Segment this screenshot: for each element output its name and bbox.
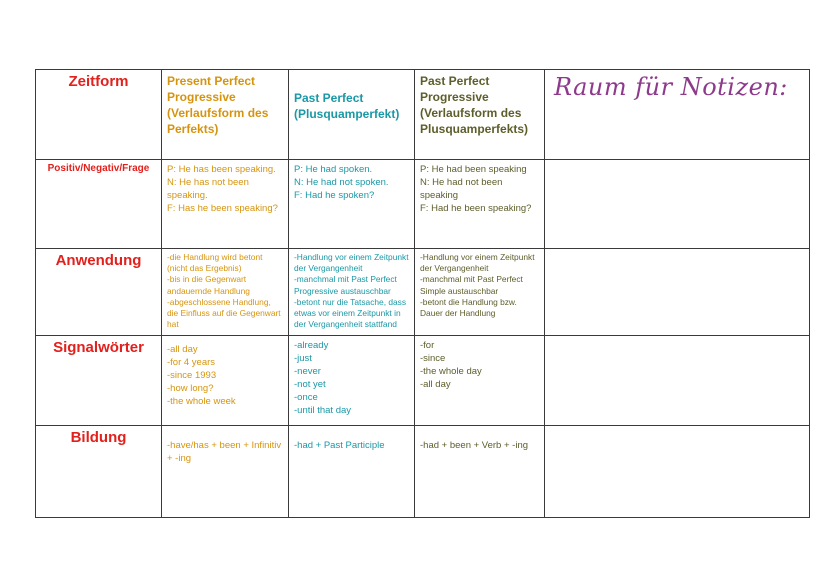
cell-ppprog-signal-words: -for -since -the whole day -all day bbox=[415, 336, 545, 426]
cell-pp-usage: -Handlung vor einem Zeitpunkt der Vergangenheit -manchmal mit Past Perfect Progressive austauschbar -betont nur die Tatsache, dass etwas vor einem Zeitpunkt in der Vergangenheit stattfand bbox=[289, 249, 415, 336]
table-row bbox=[36, 336, 810, 426]
zeitform-label: Zeitform bbox=[36, 70, 162, 160]
cell-pp-signal-words: -already -just -never -not yet -once -until that day bbox=[289, 336, 415, 426]
notes-cell[interactable] bbox=[545, 249, 810, 336]
notes-cell[interactable] bbox=[545, 336, 810, 426]
cell-ppp-forms: P: He has been speaking. N: He has not been speaking. F: Has he been speaking? bbox=[162, 160, 289, 249]
grammar-table bbox=[35, 69, 810, 518]
cell-ppp-signal-words: -all day -for 4 years -since 1993 -how long? -the whole week bbox=[162, 336, 289, 426]
table-row bbox=[36, 160, 810, 249]
row-label-positiv-negativ-frage: Positiv/Negativ/Frage bbox=[36, 160, 162, 249]
header-past-perfect-progressive: Past Perfect Progressive (Verlaufsform des Plusquamperfekts) bbox=[415, 70, 545, 160]
row-label-signalwoerter: Signalwörter bbox=[36, 336, 162, 426]
notes-title: Raum für Notizen: bbox=[554, 73, 788, 101]
cell-pp-forms: P: He had spoken. N: He had not spoken. F: Had he spoken? bbox=[289, 160, 415, 249]
cell-ppprog-usage: -Handlung vor einem Zeitpunkt der Vergangenheit -manchmal mit Past Perfect Simple austauschbar -betont die Handlung bzw. Dauer der Handlung bbox=[415, 249, 545, 336]
row-label-anwendung: Anwendung bbox=[36, 249, 162, 336]
header-past-perfect: Past Perfect (Plusquamperfekt) bbox=[289, 70, 415, 160]
header-present-perfect-progressive: Present Perfect Progressive (Verlaufsform des Perfekts) bbox=[162, 70, 289, 160]
cell-ppp-formation: -have/has + been + Infinitiv + -ing bbox=[162, 426, 289, 518]
cell-ppp-usage: -die Handlung wird betont (nicht das Ergebnis) -bis in die Gegenwart andauernde Handlung -abgeschlossene Handlung, die Einfluss auf die Gegenwart hat bbox=[162, 249, 289, 336]
table-row bbox=[36, 249, 810, 336]
notes-header-cell bbox=[545, 70, 810, 160]
cell-ppprog-forms: P: He had been speaking N: He had not been speaking F: Had he been speaking? bbox=[415, 160, 545, 249]
notes-cell[interactable] bbox=[545, 426, 810, 518]
cell-ppprog-formation: -had + been + Verb + -ing bbox=[415, 426, 545, 518]
cell-pp-formation: -had + Past Participle bbox=[289, 426, 415, 518]
table-row bbox=[36, 426, 810, 518]
table-header-row bbox=[36, 70, 810, 160]
notes-cell[interactable] bbox=[545, 160, 810, 249]
row-label-bildung: Bildung bbox=[36, 426, 162, 518]
